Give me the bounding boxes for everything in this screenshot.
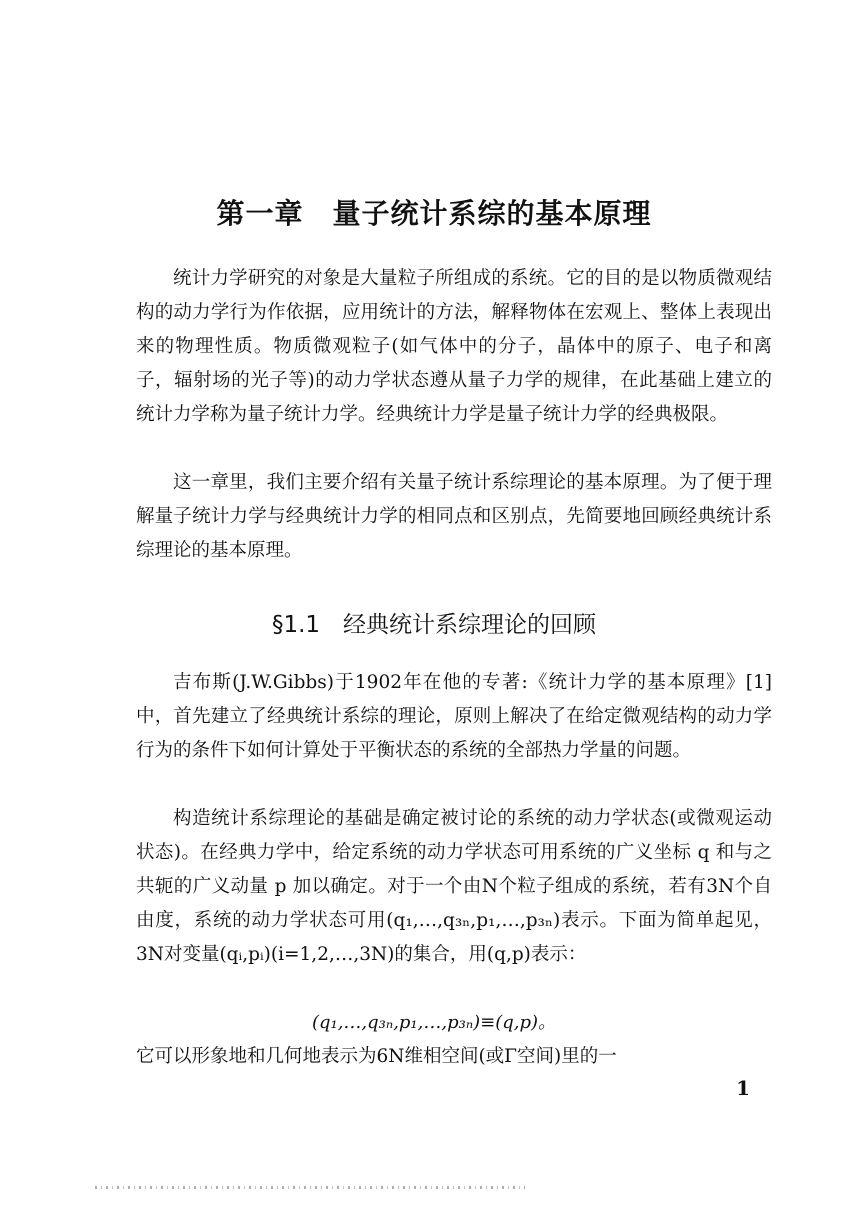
- formula: (q₁,…,q₃ₙ,p₁,…,p₃ₙ)≡(q,p)。: [311, 1012, 557, 1033]
- chapter-title: 第一章 量子统计系综的基本原理: [216, 197, 652, 230]
- section-title: §1.1 经典统计系综理论的回顾: [271, 612, 597, 638]
- section-paragraph-1: 吉布斯(J.W.Gibbs)于1902年在他的专著:《统计力学的基本原理》[1]中，首先建立了经典统计系综的理论，原则上解决了在给定微观结构的动力学行为的条件下如何计算处于平衡状态的系统的全部热力学量的问题。: [136, 672, 772, 761]
- section-paragraph-2: 构造统计系综理论的基础是确定被讨论的系统的动力学状态(或微观运动状态)。在经典力学中，给定系统的动力学状态可用系统的广义坐标 q 和与之共轭的广义动量 p 加以确定。对于一个由N个粒子组成的系统，若有3N个自由度，系统的动力学状态可用(q₁,…,q₃ₙ,p₁,…,p₃ₙ)表示。下面为简单起见，3N对变量(qᵢ,pᵢ)(i=1,2,…,3N)的集合，用(q,p)表示：: [136, 808, 772, 965]
- scan-artifact: [95, 1186, 525, 1189]
- intro-paragraph-1: 统计力学研究的对象是大量粒子所组成的系统。它的目的是以物质微观结构的动力学行为作依据，应用统计的方法，解释物体在宏观上、整体上表现出来的物理性质。物质微观粒子(如气体中的分子，晶体中的原子、电子和离子，辐射场的光子等)的动力学状态遵从量子力学的规律，在此基础上建立的统计力学称为量子统计力学。经典统计力学是量子统计力学的经典极限。: [136, 268, 772, 425]
- page-number: 1: [736, 1076, 750, 1100]
- intro-paragraph-2: 这一章里，我们主要介绍有关量子统计系综理论的基本原理。为了便于理解量子统计力学与经典统计力学的相同点和区别点，先简要地回顾经典统计系综理论的基本原理。: [136, 472, 772, 561]
- last-line: 它可以形象地和几何地表示为6N维相空间(或Γ空间)里的一: [136, 1046, 617, 1067]
